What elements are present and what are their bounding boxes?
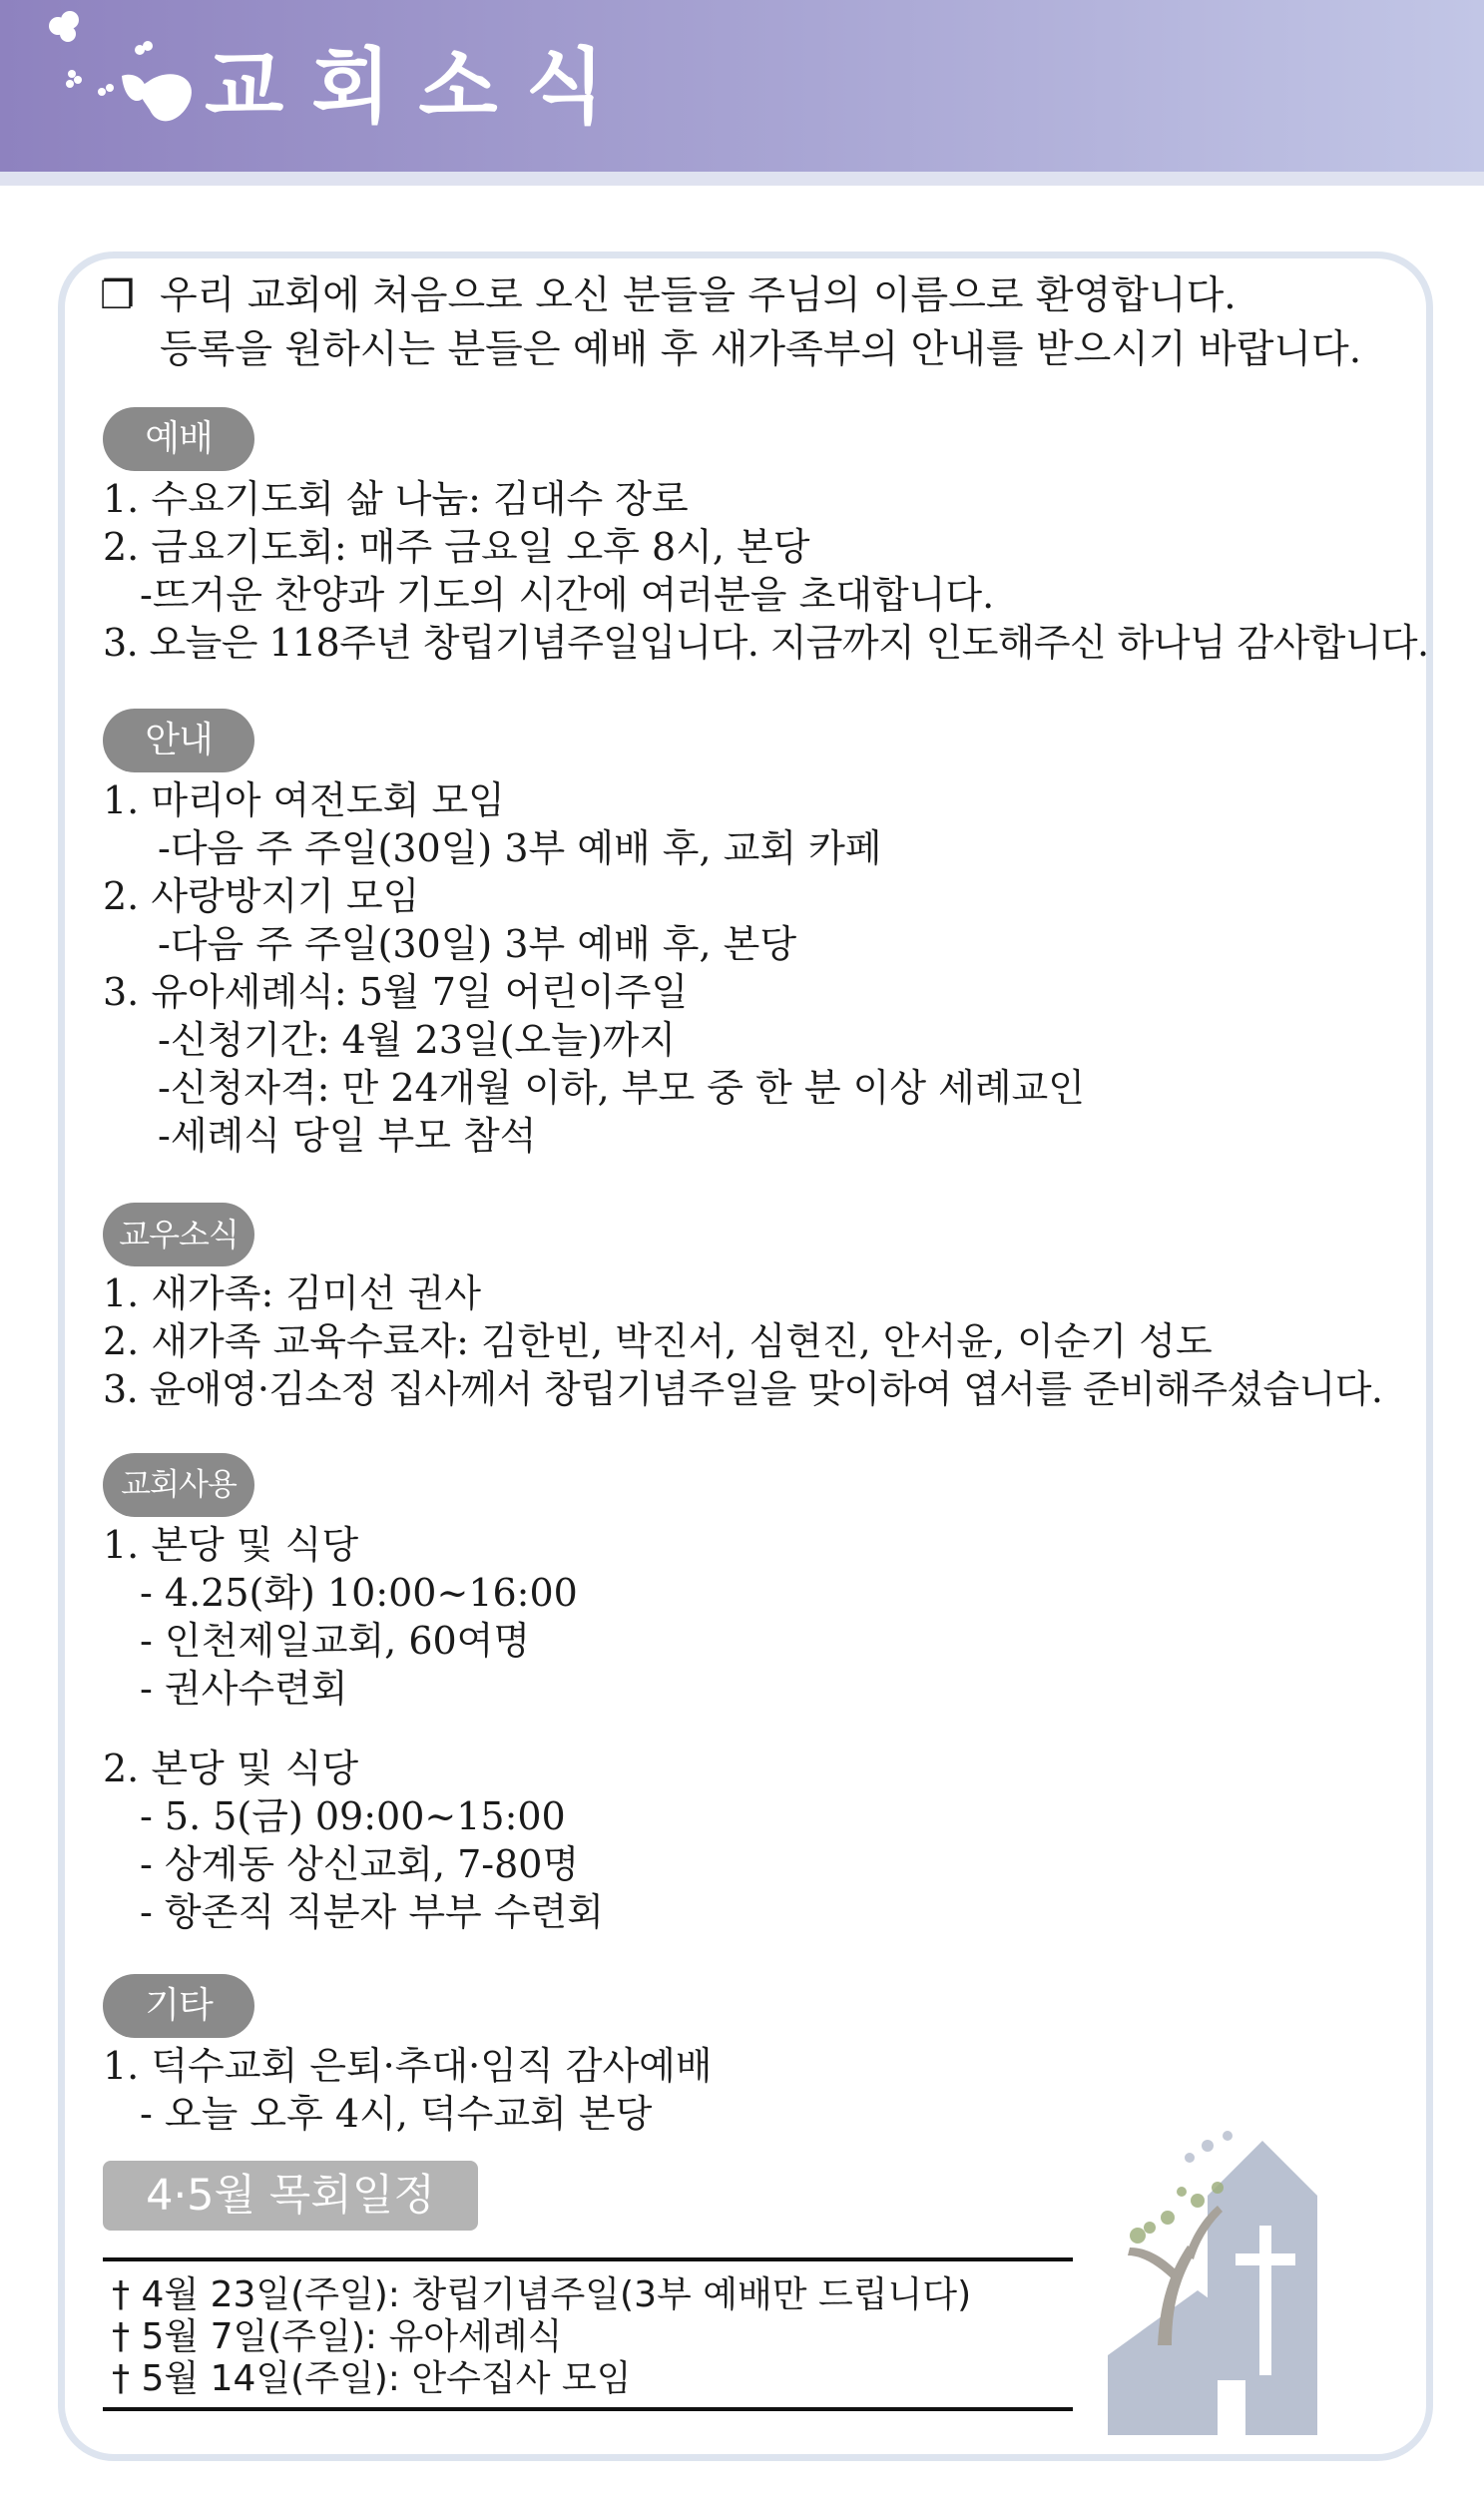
section-label-guide: 안내 bbox=[103, 709, 254, 772]
section-label-worship: 예배 bbox=[103, 407, 254, 471]
worship-item-3: 3. 오늘은 118주년 창립기념주일입니다. 지금까지 인도해주신 하나님 감사합니다. bbox=[103, 621, 1429, 665]
usage-item-2-event: - 항존직 직분자 부부 수련회 bbox=[140, 1890, 604, 1934]
church-tree-icon bbox=[1078, 2106, 1377, 2445]
usage-item-2-time: - 5. 5(금) 09:00~15:00 bbox=[140, 1794, 566, 1838]
guide-item-3-period: -신청기간: 4월 23일(오늘)까지 bbox=[158, 1018, 677, 1062]
usage-item-2-group: - 상계동 상신교회, 7-80명 bbox=[140, 1842, 580, 1886]
schedule-bottom-rule bbox=[103, 2407, 1073, 2411]
guide-item-3-eligibility: -신청자격: 만 24개월 이하, 부모 중 한 분 이상 세례교인 bbox=[158, 1066, 1085, 1110]
guide-item-1-detail: -다음 주 주일(30일) 3부 예배 후, 교회 카페 bbox=[158, 826, 882, 870]
guide-item-2-detail: -다음 주 주일(30일) 3부 예배 후, 본당 bbox=[158, 922, 797, 966]
members-item-2: 2. 새가족 교육수료자: 김한빈, 박진서, 심현진, 안서윤, 이순기 성도 bbox=[103, 1319, 1213, 1363]
members-item-3: 3. 윤애영·김소정 집사께서 창립기념주일을 맞이하여 엽서를 준비해주셨습니다. bbox=[103, 1367, 1383, 1411]
guide-item-2: 2. 사랑방지기 모임 bbox=[103, 874, 420, 918]
usage-item-2: 2. 본당 및 식당 bbox=[103, 1747, 359, 1790]
guide-item-3-attendance: -세례식 당일 부모 참석 bbox=[158, 1114, 537, 1158]
schedule-item-1: † 4월 23일(주일): 창립기념주일(3부 예배만 드립니다) bbox=[112, 2274, 972, 2315]
usage-item-1-group: - 인천제일교회, 60여명 bbox=[140, 1619, 531, 1663]
worship-item-1: 1. 수요기도회 삶 나눔: 김대수 장로 bbox=[103, 477, 689, 521]
section-label-members: 교우소식 bbox=[103, 1203, 254, 1266]
etc-item-1: 1. 덕수교회 은퇴·추대·임직 감사예배 bbox=[103, 2044, 713, 2088]
schedule-top-rule bbox=[103, 2257, 1073, 2261]
usage-item-1: 1. 본당 및 식당 bbox=[103, 1523, 359, 1567]
worship-item-2: 2. 금요기도회: 매주 금요일 오후 8시, 본당 bbox=[103, 525, 810, 569]
usage-item-1-event: - 권사수련회 bbox=[140, 1667, 348, 1711]
section-label-etc: 기타 bbox=[103, 1974, 254, 2038]
worship-item-2-detail: -뜨거운 찬양과 기도의 시간에 여러분을 초대합니다. bbox=[140, 573, 995, 617]
page-title: 교회소식 bbox=[205, 40, 633, 135]
schedule-item-2: † 5월 7일(주일): 유아세례식 bbox=[112, 2316, 563, 2357]
schedule-item-3: † 5월 14일(주일): 안수집사 모임 bbox=[112, 2358, 632, 2399]
intro-welcome: 우리 교회에 처음으로 오신 분들을 주님의 이름으로 환영합니다. bbox=[160, 273, 1237, 318]
etc-item-1-detail: - 오늘 오후 4시, 덕수교회 본당 bbox=[140, 2092, 653, 2136]
guide-item-3: 3. 유아세례식: 5월 7일 어린이주일 bbox=[103, 970, 689, 1014]
intro-registration: 등록을 원하시는 분들은 예배 후 새가족부의 안내를 받으시기 바랍니다. bbox=[160, 327, 1362, 372]
banner-divider bbox=[0, 172, 1484, 186]
section-label-usage: 교회사용 bbox=[103, 1453, 254, 1517]
checkbox-icon: ❐ bbox=[100, 273, 135, 318]
guide-item-1: 1. 마리아 여전도회 모임 bbox=[103, 778, 505, 822]
flower-decoration-icon bbox=[30, 6, 210, 136]
members-item-1: 1. 새가족: 김미선 권사 bbox=[103, 1271, 481, 1315]
usage-item-1-time: - 4.25(화) 10:00~16:00 bbox=[140, 1571, 578, 1615]
header-banner bbox=[0, 0, 1484, 172]
schedule-title: 4·5월 목회일정 bbox=[103, 2161, 478, 2231]
